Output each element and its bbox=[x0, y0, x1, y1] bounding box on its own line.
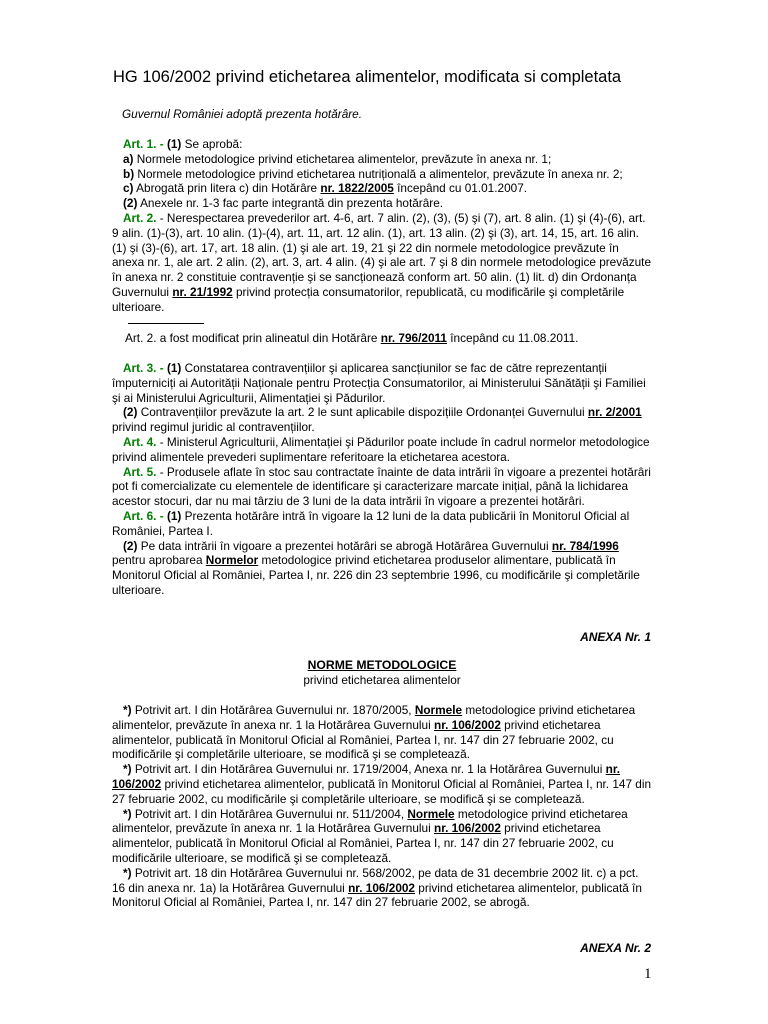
document-title: HG 106/2002 privind etichetarea alimentelor, modificata si completata bbox=[113, 68, 622, 86]
art1-label: Art. 1. bbox=[123, 137, 157, 151]
link-og-2-2001[interactable]: nr. 2/2001 bbox=[587, 405, 642, 420]
art1-c: c) Abrogată prin litera c) din Hotărâre nr. 1822/2005 începând cu 01.01.2007. bbox=[123, 181, 528, 196]
link-hg-106-2002-1[interactable]: nr. 106/2002 bbox=[433, 717, 501, 732]
art2: Art. 2. - Nerespectarea prevederilor art. 4-6, art. 7 alin. (2), (3), (5) şi (7), art. 8 alin. (1) şi (4)-(6), art. 9 alin. (1)-(3), art. 10 alin. (1)-(4), art. 11, art. 12 alin. (1), art. 13 alin. (2) şi (3), art. 14, 15, art. 16 alin. (1) şi (3)-(6), art. 17, art. 18 alin. (1) şi ale art. 19, 21 şi 22 din normele metodologice prevăzute în anexa nr. 1, ale art. 2 alin. (2), art. 3, art. 4 alin. (4) şi ale art. 7 şi 8 din normele metodologice prevăzute în anexa nr. 2 constituie contravenție şi se sancționează conform art. 50 alin. (1) lit. d) din Ordonanța Guvernului nr. 21/1992 privind protecția consumatorilor, republicată, cu modificările şi completările ulterioare. bbox=[112, 210, 651, 314]
art2-label: Art. 2. bbox=[123, 210, 157, 225]
footnote-2: *) Potrivit art. I din Hotărârea Guvernului nr. 1719/2004, Anexa nr. 1 la Hotărârea Guvernului nr. 106/2002 privind etichetarea alimentelor, publicată în Monitorul Oficial al României, Partea I, nr. 147 din 27 februarie 2002, cu modificările şi completările ulterioare, se modifică şi se completează. bbox=[112, 762, 652, 806]
intro-text: Guvernul României adoptă prezenta hotărâre. bbox=[122, 107, 363, 121]
page-number: 1 bbox=[644, 966, 652, 982]
art6-p2: (2) Pe data intrării în vigoare a prezentei hotărâri se abrogă Hotărârea Guvernului nr. 784/1996 pentru aprobarea Normelor metodologice privind etichetarea produselor alimentare, publicată în Monitorul Oficial al României, Partea I, nr. 226 din 23 septembrie 1996, cu modificările şi completările ulterioare. bbox=[112, 538, 640, 597]
art1-p2: (2) Anexele nr. 1-3 fac parte integrantă din prezenta hotărâre. bbox=[123, 196, 444, 211]
art4: Art. 4. - Ministerul Agriculturii, Alimentației şi Pădurilor poate include în cadrul normelor metodologice privind alimentele prevederi suplimentare referitoare la etichetarea acestora. bbox=[112, 434, 650, 464]
anexa-2-heading: ANEXA Nr. 2 bbox=[580, 941, 651, 955]
link-hg-796-2011[interactable]: nr. 796/2011 bbox=[380, 331, 447, 345]
art5-label: Art. 5. bbox=[123, 464, 157, 479]
link-hg-106-2002-3[interactable]: nr. 106/2002 bbox=[433, 821, 501, 836]
art4-label: Art. 4. bbox=[123, 434, 157, 449]
art5: Art. 5. - Produsele aflate în stoc sau contractate înainte de data intrării în vigoare a prezentei hotărâri pot fi comercializate cu elementele de identificare şi caracterizare marcate inițial, până la lichidarea acestor stocuri, dar nu mai târziu de 3 luni de la data intrării în vigoare a prezentei hotărâri. bbox=[112, 464, 651, 509]
art3-p2: (2) Contravențiilor prevăzute la art. 2 le sunt aplicabile dispozițiile Ordonanței Guvernului nr. 2/2001 privind regimul juridic al contravențiilor. bbox=[112, 405, 642, 435]
art1-a: a) Normele metodologice privind etichetarea alimentelor, prevăzute în anexa nr. 1; bbox=[123, 151, 552, 166]
norme-title: NORME METODOLOGICE bbox=[307, 658, 457, 672]
anexa-1-heading: ANEXA Nr. 1 bbox=[580, 630, 651, 644]
link-og-21-1992[interactable]: nr. 21/1992 bbox=[172, 284, 233, 299]
link-hg-784-1996[interactable]: nr. 784/1996 bbox=[551, 538, 619, 553]
articles-3-6 bbox=[112, 361, 652, 598]
link-normele-3[interactable]: Normele bbox=[407, 806, 455, 821]
norme-heading bbox=[112, 658, 652, 687]
link-hg-1822-2005[interactable]: nr. 1822/2005 bbox=[320, 181, 394, 196]
footnote-4: *) Potrivit art. 18 din Hotărârea Guvernului nr. 568/2002, pe data de 31 decembrie 2002 lit. c) a pct. 16 din anexa nr. 1a) la Hotărârea Guvernului nr. 106/2002 privind etichetarea alimentelor, publicată în Monitorul Oficial al României, Partea I, nr. 147 din 27 februarie 2002, se abrogă. bbox=[112, 865, 642, 910]
art3-p1: Art. 3. - (1) Constatarea contravențiilor şi aplicarea sancțiunilor se fac de către reprezentanții împuterniciți ai Autorității Naționale pentru Protecția Consumatorilor, ai Ministerului Sănătății şi Familiei şi ai Ministerului Agriculturii, Alimentației şi Pădurilor. bbox=[112, 361, 646, 405]
art6-p1: Art. 6. - (1) Prezenta hotărâre intră în vigoare la 12 luni de la data publicării în Monitorul Oficial al României, Partea I. bbox=[112, 508, 630, 538]
link-hg-106-2002-4[interactable]: nr. 106/2002 bbox=[348, 880, 415, 895]
art3-label: Art. 3. bbox=[123, 361, 157, 375]
footnote-3: *) Potrivit art. I din Hotărârea Guvernului nr. 511/2004, Normele metodologice privind etichetarea alimentelor, prevăzute în anexa nr. 1 la Hotărârea Guvernului nr. 106/2002 privind etichetarea alimentelor, publicată în Monitorul Oficial al României, Partea I, nr. 147 din 27 februarie 2002, cu modificările ulterioare, se modifică şi se completează. bbox=[112, 806, 628, 865]
footnotes bbox=[112, 703, 652, 910]
norme-subtitle: privind etichetarea alimentelor bbox=[303, 673, 461, 687]
link-normele-1[interactable]: Normele bbox=[414, 703, 463, 717]
link-hg-106-2002-2[interactable]: nr. 106/2002 bbox=[112, 762, 621, 791]
art6-label: Art. 6. bbox=[123, 508, 157, 523]
link-normelor[interactable]: Normelor bbox=[205, 553, 259, 568]
note-separator bbox=[128, 323, 204, 324]
art1-b: b) Normele metodologice privind etichetarea nutrițională a alimentelor, prevăzute în anexa nr. 2; bbox=[123, 166, 623, 181]
art1-p1: Art. 1. - (1) Se aprobă: bbox=[123, 137, 243, 151]
footnote-1: *) Potrivit art. I din Hotărârea Guvernului nr. 1870/2005, Normele metodologice privind etichetarea alimentelor, prevăzute în anexa nr. 1 la Hotărârea Guvernului nr. 106/2002 privind etichetarea alimentelor, publicată în Monitorul Oficial al României, Partea I, nr. 147 din 27 februarie 2002, cu modificările şi completările ulterioare, se modifică şi se completează. bbox=[112, 703, 636, 762]
amendment-note: Art. 2. a fost modificat prin alineatul din Hotărâre nr. 796/2011 începând cu 11.08.2011. bbox=[125, 331, 579, 345]
articles-1-2 bbox=[112, 137, 652, 315]
